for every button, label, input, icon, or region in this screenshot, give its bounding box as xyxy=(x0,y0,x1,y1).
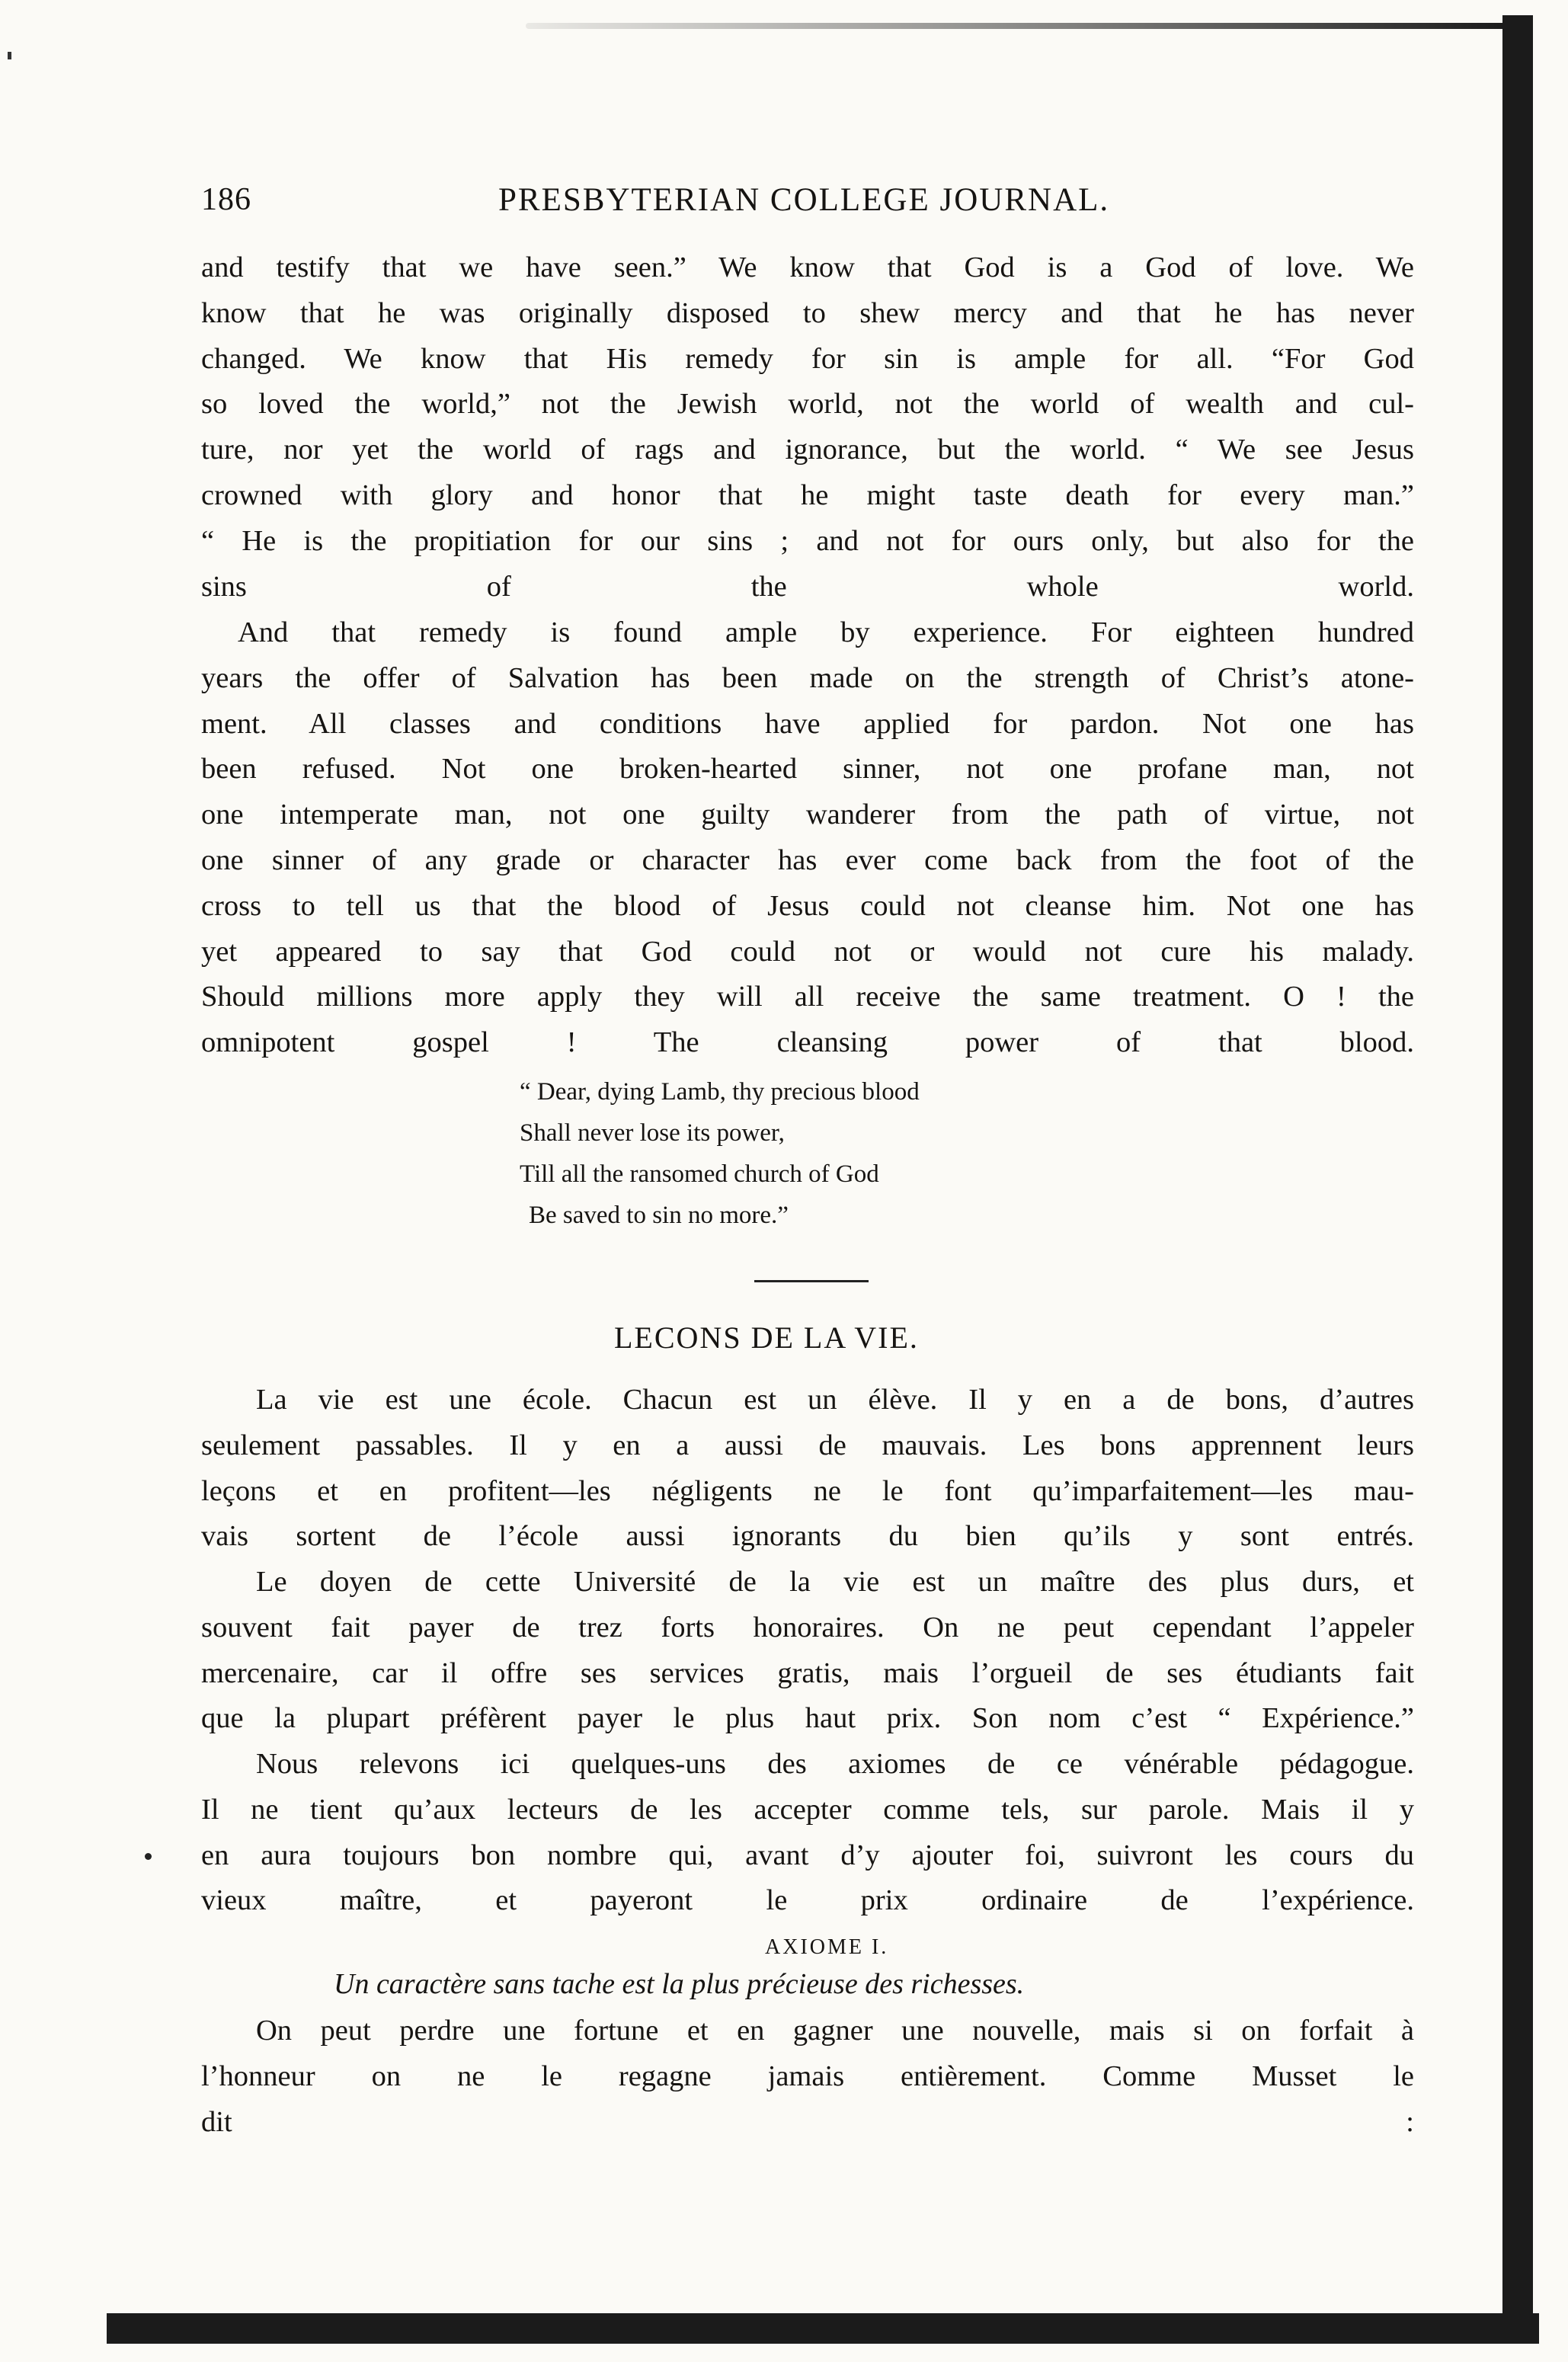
text-line: ture, nor yet the world of rags and ignorance, but the world. “ We see Jesus xyxy=(201,434,1414,466)
text-line: seulement passables. Il y en a aussi de mauvais. Les bons apprennent leurs xyxy=(201,1429,1414,1461)
text-line: omnipotent gospel ! The cleansing power of that blood. xyxy=(201,1026,1414,1059)
text-line: cross to tell us that the blood of Jesus could not cleanse him. Not one has xyxy=(201,889,1414,922)
right-page-edge xyxy=(1502,15,1533,2316)
text-line: And that remedy is found ample by experience. For eighteen hundred xyxy=(238,616,1414,648)
section-divider xyxy=(754,1280,869,1282)
paragraph-2 xyxy=(201,610,1414,1066)
top-scan-rule xyxy=(526,23,1509,29)
text-line: vieux maître, et payeront le prix ordinaire de l’expérience. xyxy=(201,1884,1414,1917)
page-header xyxy=(201,181,1413,227)
text-line: Nous relevons ici quelques-uns des axiomes de ce vénérable pédagogue. xyxy=(256,1748,1414,1780)
text-line: so loved the world,” not the Jewish world, not the world of wealth and cul- xyxy=(201,388,1414,421)
paragraph-3 xyxy=(201,1378,1414,1560)
poem-line: “ Dear, dying Lamb, thy precious blood xyxy=(520,1078,920,1106)
text-line: changed. We know that His remedy for sin is ample for all. “For God xyxy=(201,342,1414,375)
text-line: mercenaire, car il offre ses services gratis, mais l’orgueil de ses étudiants fait xyxy=(201,1656,1414,1689)
text-line: que la plupart préfèrent payer le plus haut prix. Son nom c’est “ Expérience.” xyxy=(201,1702,1414,1735)
paragraph-5 xyxy=(201,1742,1414,1924)
paragraph-4 xyxy=(201,1560,1414,1742)
text-line: Le doyen de cette Université de la vie est un maître des plus durs, et xyxy=(256,1566,1414,1598)
text-line: souvent fait payer de trez forts honoraires. On ne peut cependant l’appeler xyxy=(201,1611,1414,1643)
text-line: l’honneur on ne le regagne jamais entièrement. Comme Musset le xyxy=(201,2060,1414,2092)
text-line: leçons et en profitent—les négligents ne le font qu’imparfaitement—les mau- xyxy=(201,1474,1414,1507)
text-line: know that he was originally disposed to shew mercy and that he has never xyxy=(201,296,1414,329)
poem-line: Shall never lose its power, xyxy=(520,1119,785,1147)
text-line: yet appeared to say that God could not or would not cure his malady. xyxy=(201,935,1414,968)
text-line: “ He is the propitiation for our sins ; and not for ours only, but also for the xyxy=(201,524,1414,557)
page-number: 186 xyxy=(201,182,251,217)
text-line: dit : xyxy=(201,2105,1414,2138)
paragraph-6 xyxy=(201,2008,1414,2145)
text-line: and testify that we have seen.” We know that God is a God of love. We xyxy=(201,251,1414,283)
text-line: crowned with glory and honor that he might taste death for every man.” xyxy=(201,478,1414,511)
text-line: vais sortent de l’école aussi ignorants du bien qu’ils y sont entrés. xyxy=(201,1520,1414,1553)
running-head: PRESBYTERIAN COLLEGE JOURNAL. xyxy=(498,182,1110,218)
hymn-quote xyxy=(520,1071,1053,1236)
axiom-label: AXIOME I. xyxy=(765,1935,889,1959)
text-line: one intemperate man, not one guilty wanderer from the path of virtue, not xyxy=(201,799,1414,831)
paragraph-1 xyxy=(201,245,1414,610)
axiom-text: Un caractère sans tache est la plus précieuse des richesses. xyxy=(334,1968,1025,2000)
text-line: Il ne tient qu’aux lecteurs de les accepter comme tels, sur parole. Mais il y xyxy=(201,1793,1414,1826)
poem-line: Till all the ransomed church of God xyxy=(520,1160,879,1188)
scan-speck xyxy=(8,52,11,59)
text-line: years the offer of Salvation has been made on the strength of Christ’s atone- xyxy=(201,661,1414,694)
text-line: ment. All classes and conditions have applied for pardon. Not one has xyxy=(201,707,1414,740)
poem-line: Be saved to sin no more.” xyxy=(529,1202,789,1229)
text-line: been refused. Not one broken-hearted sinner, not one profane man, not xyxy=(201,753,1414,786)
section-title: LECONS DE LA VIE. xyxy=(614,1320,919,1355)
text-line: La vie est une école. Chacun est un élève. Il y en a de bons, d’autres xyxy=(256,1384,1414,1416)
text-line: en aura toujours bon nombre qui, avant d’y ajouter foi, suivront les cours du xyxy=(201,1839,1414,1871)
bottom-page-edge xyxy=(107,2313,1539,2344)
margin-mark xyxy=(145,1853,152,1860)
text-line: Should millions more apply they will all receive the same treatment. O ! the xyxy=(201,981,1414,1013)
text-line: sins of the whole world. xyxy=(201,570,1414,603)
text-line: On peut perdre une fortune et en gagner une nouvelle, mais si on forfait à xyxy=(256,2015,1414,2047)
text-line: one sinner of any grade or character has ever come back from the foot of the xyxy=(201,843,1414,876)
